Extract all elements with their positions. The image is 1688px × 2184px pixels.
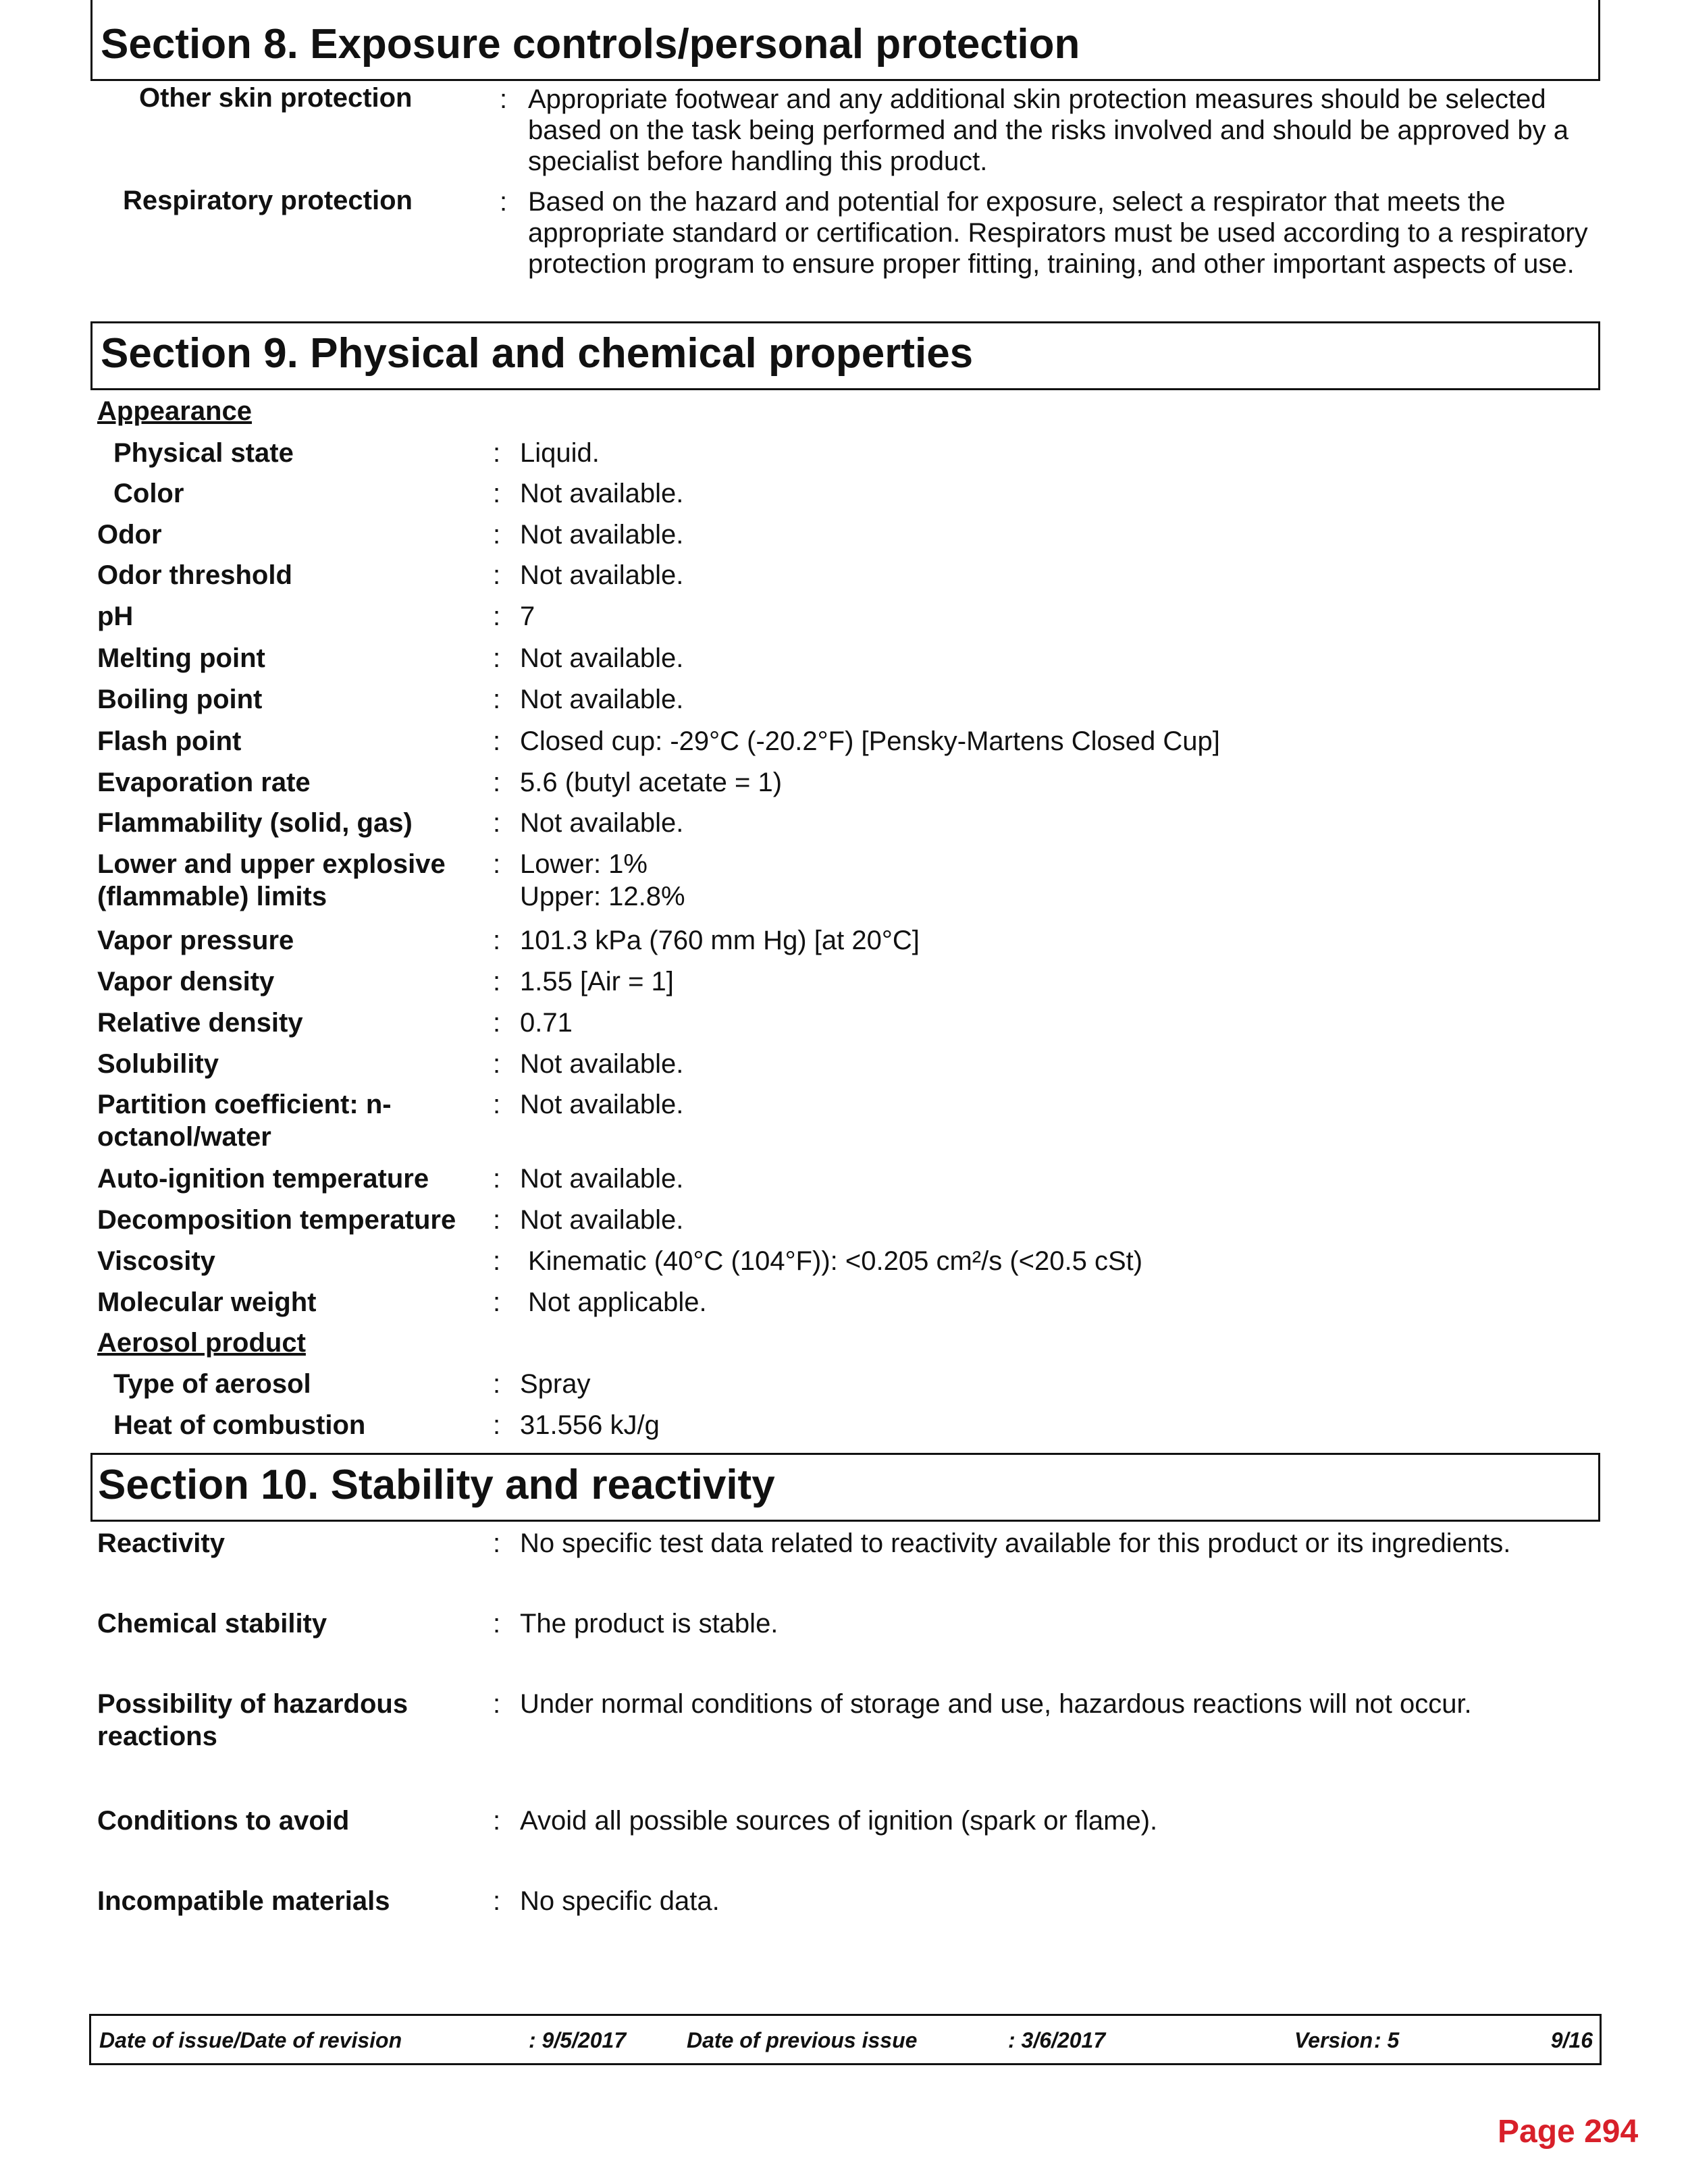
chemical-stability-value: The product is stable. [520, 1609, 779, 1639]
colon: : [493, 808, 501, 838]
explosive-limits-lower-value: Lower: 1% [520, 849, 648, 879]
colon: : [493, 768, 501, 797]
type-of-aerosol-value: Spray [520, 1369, 591, 1399]
page-of-total: 9/16 [1550, 2028, 1593, 2052]
colon: : [493, 1609, 501, 1639]
respiratory-protection-label: Respiratory protection [123, 186, 413, 215]
odor-threshold-label: Odor threshold [97, 560, 292, 590]
section-8-title: Section 8. Exposure controls/personal protection [101, 21, 1080, 68]
colon: : [493, 1090, 501, 1119]
respiratory-protection-value: Based on the hazard and potential for exposure, select a respirator that meets the appropriate standard or certification. Respirators must be used according to a respiratory protection program to ensure proper fitting, training, and other important aspects of use. [528, 187, 1588, 279]
flash-point-value: Closed cup: -29°C (-20.2°F) [Pensky-Martens Closed Cup] [520, 726, 1220, 756]
solubility-label: Solubility [97, 1049, 219, 1079]
previous-issue-value: : 3/6/2017 [1008, 2028, 1106, 2052]
colon: : [493, 560, 501, 590]
colon: : [500, 187, 508, 217]
colon: : [493, 1806, 501, 1836]
colon: : [493, 726, 501, 756]
type-of-aerosol-label: Type of aerosol [113, 1369, 311, 1399]
relative-density-value: 0.71 [520, 1008, 573, 1038]
colon: : [493, 602, 501, 631]
relative-density-label: Relative density [97, 1008, 303, 1038]
auto-ignition-label: Auto-ignition temperature [97, 1164, 429, 1194]
section-9-title: Section 9. Physical and chemical properties [101, 330, 974, 377]
reactivity-value: No specific test data related to reactivity available for this product or its ingredients. [520, 1528, 1511, 1558]
decomposition-temperature-value: Not available. [520, 1205, 684, 1235]
version-label: Version [1294, 2028, 1373, 2052]
physical-state-label: Physical state [113, 438, 294, 468]
flammability-label: Flammability (solid, gas) [97, 808, 413, 838]
version-value: : 5 [1374, 2028, 1400, 2052]
hazardous-reactions-label: Possibility of hazardous reactions [97, 1689, 408, 1751]
flash-point-label: Flash point [97, 726, 242, 756]
conditions-to-avoid-label: Conditions to avoid [97, 1806, 350, 1836]
decomposition-temperature-label: Decomposition temperature [97, 1205, 456, 1235]
molecular-weight-label: Molecular weight [97, 1287, 317, 1317]
viscosity-value: Kinematic (40°C (104°F)): <0.205 cm²/s (<20.5 cSt) [528, 1246, 1143, 1276]
ph-label: pH [97, 602, 134, 631]
colon: : [493, 1246, 501, 1276]
colon: : [493, 1886, 501, 1916]
conditions-to-avoid-value: Avoid all possible sources of ignition (spark or flame). [520, 1806, 1158, 1836]
vapor-density-label: Vapor density [97, 967, 275, 996]
colon: : [493, 926, 501, 955]
colon: : [493, 849, 501, 879]
colon: : [493, 1528, 501, 1558]
incompatible-materials-label: Incompatible materials [97, 1886, 390, 1916]
colon: : [500, 84, 508, 114]
section-10-title: Section 10. Stability and reactivity [98, 1462, 775, 1508]
colon: : [493, 1410, 501, 1440]
boiling-point-label: Boiling point [97, 685, 263, 714]
page-footer [89, 2014, 1602, 2065]
section-8-header [90, 0, 1600, 81]
colon: : [493, 1205, 501, 1235]
vapor-density-value: 1.55 [Air = 1] [520, 967, 674, 996]
vapor-pressure-value: 101.3 kPa (760 mm Hg) [at 20°C] [520, 926, 920, 955]
evaporation-rate-label: Evaporation rate [97, 768, 311, 797]
other-skin-protection-value: Appropriate footwear and any additional skin protection measures should be selected based on the task being performed and the risks involved and should be approved by a specialist before handling this product. [528, 84, 1569, 176]
colon: : [493, 1049, 501, 1079]
page-number: Page 294 [1498, 2114, 1639, 2150]
odor-value: Not available. [520, 520, 684, 550]
explosive-limits-upper-value: Upper: 12.8% [520, 882, 685, 911]
incompatible-materials-value: No specific data. [520, 1886, 720, 1916]
heat-of-combustion-label: Heat of combustion [113, 1410, 366, 1440]
other-skin-protection-label: Other skin protection [139, 83, 413, 113]
colon: : [493, 520, 501, 550]
molecular-weight-value: Not applicable. [528, 1287, 707, 1317]
section-10-header [90, 1453, 1600, 1522]
colon: : [493, 685, 501, 714]
colon: : [493, 479, 501, 508]
reactivity-label: Reactivity [97, 1528, 225, 1558]
evaporation-rate-value: 5.6 (butyl acetate = 1) [520, 768, 783, 797]
explosive-limits-label: Lower and upper explosive (flammable) limits [97, 849, 446, 911]
colon: : [493, 1008, 501, 1038]
odor-threshold-value: Not available. [520, 560, 684, 590]
colon: : [493, 967, 501, 996]
color-value: Not available. [520, 479, 684, 508]
chemical-stability-label: Chemical stability [97, 1609, 327, 1639]
ph-value: 7 [520, 602, 535, 631]
solubility-value: Not available. [520, 1049, 684, 1079]
previous-issue-label: Date of previous issue [687, 2028, 918, 2052]
auto-ignition-value: Not available. [520, 1164, 684, 1194]
colon: : [493, 1369, 501, 1399]
colon: : [493, 1689, 501, 1719]
physical-state-value: Liquid. [520, 438, 600, 468]
colon: : [493, 643, 501, 673]
melting-point-label: Melting point [97, 643, 265, 673]
issue-date-label: Date of issue/Date of revision [99, 2028, 402, 2052]
heat-of-combustion-value: 31.556 kJ/g [520, 1410, 660, 1440]
vapor-pressure-label: Vapor pressure [97, 926, 294, 955]
boiling-point-value: Not available. [520, 685, 684, 714]
viscosity-label: Viscosity [97, 1246, 215, 1276]
colon: : [493, 1287, 501, 1317]
hazardous-reactions-value: Under normal conditions of storage and use, hazardous reactions will not occur. [520, 1689, 1472, 1719]
odor-label: Odor [97, 520, 162, 550]
appearance-heading: Appearance [97, 396, 252, 426]
aerosol-heading: Aerosol product [97, 1328, 306, 1358]
partition-coefficient-value: Not available. [520, 1090, 684, 1119]
section-9-header [90, 321, 1600, 390]
issue-date-value: : 9/5/2017 [529, 2028, 627, 2052]
flammability-value: Not available. [520, 808, 684, 838]
colon: : [493, 1164, 501, 1194]
colon: : [493, 438, 501, 468]
partition-coefficient-label: Partition coefficient: n-octanol/water [97, 1090, 392, 1152]
melting-point-value: Not available. [520, 643, 684, 673]
color-label: Color [113, 479, 184, 508]
